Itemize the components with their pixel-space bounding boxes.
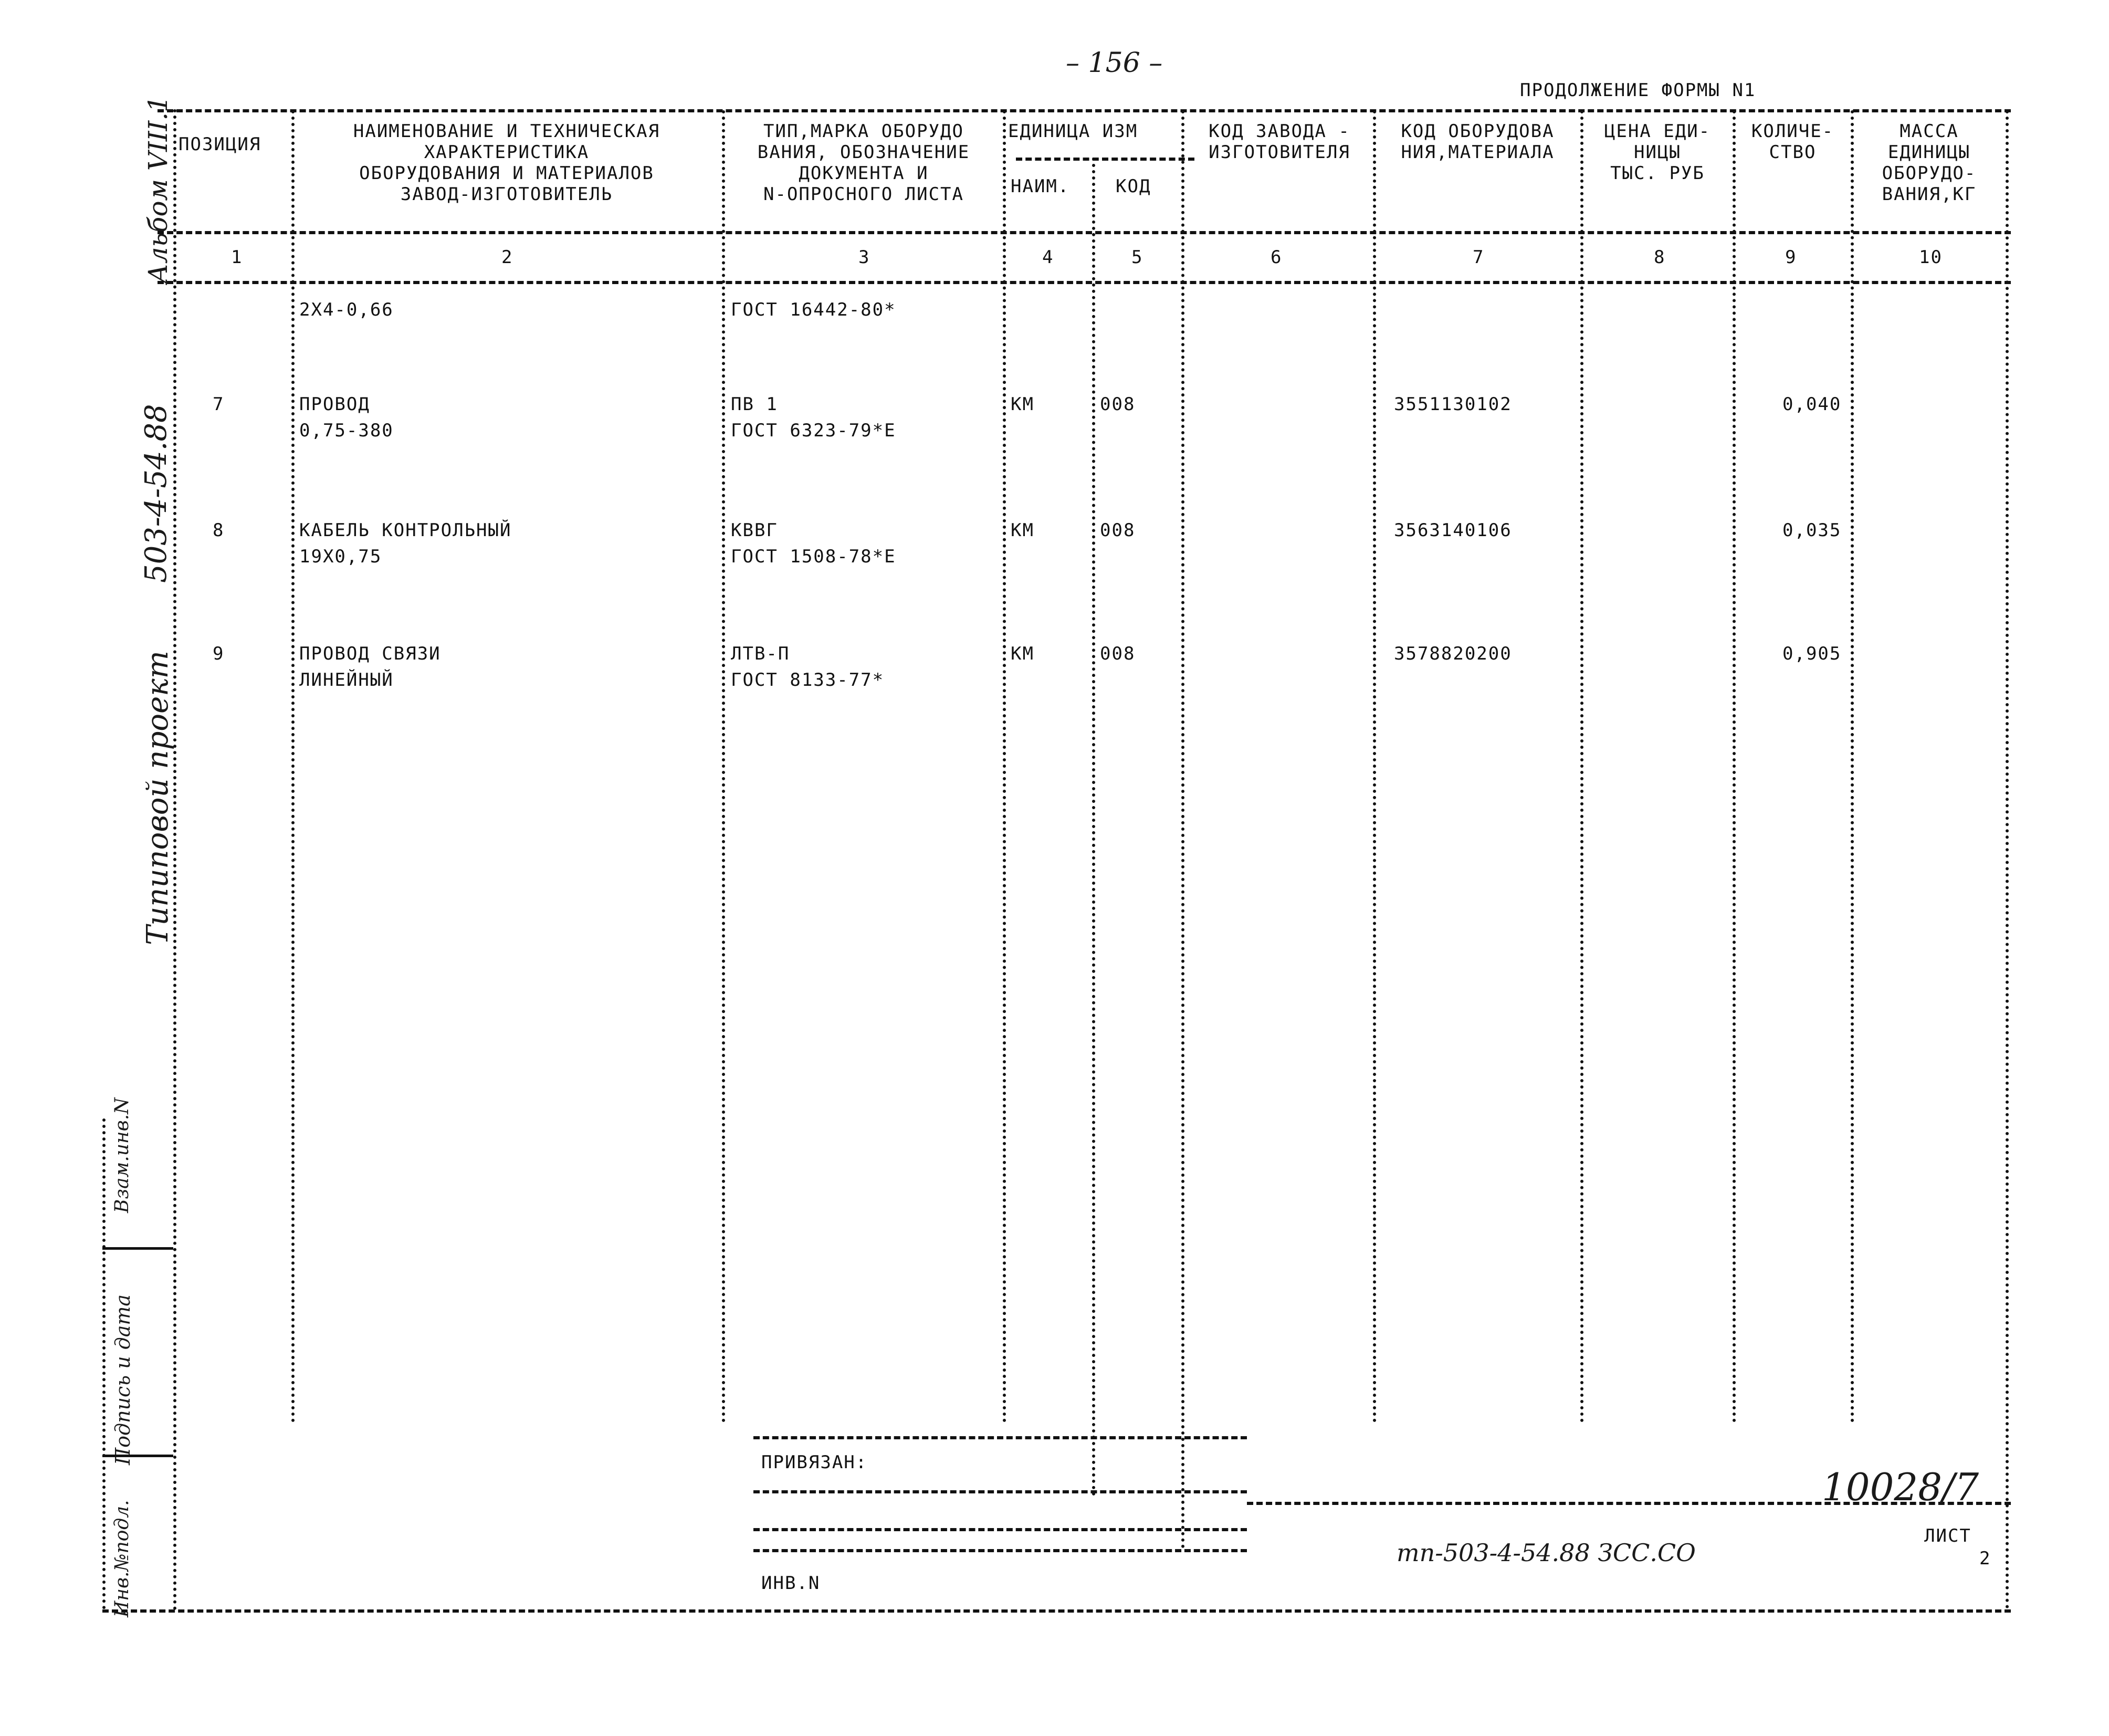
stamp-inv: Инв.№подл. [111,1500,133,1617]
cell-name: ПРОВОД СВЯЗИ [299,643,441,664]
stamp-line-3 [753,1528,1247,1531]
group-header-underline [1016,158,1194,161]
stamp-line-4 [753,1549,1247,1552]
cell-name: 0,75-380 [299,420,394,441]
col-sep-3 [1003,110,1006,1423]
header-text: ВАНИЯ,КГ [1882,184,1977,205]
header-factory-code [1188,121,1371,163]
cell-type: ЛТВ-П [731,643,790,664]
document-code: тп-503-4-54.88 ЗСС.СО [1397,1539,1696,1567]
col-sep-4 [1092,158,1095,1497]
header-name [297,121,717,205]
header-text: ВАНИЯ, ОБОЗНАЧЕНИЕ [757,142,970,163]
header-text: N-ОПРОСНОГО ЛИСТА [763,184,964,205]
cell-equipment-code: 3551130102 [1394,394,1512,415]
continuation-title: ПРОДОЛЖЕНИЕ ФОРМЫ N1 [1520,80,1756,101]
cell-position: 8 [213,520,225,541]
header-text: ИЗГОТОВИТЕЛЯ [1209,142,1350,163]
cell-equipment-code: 3563140106 [1394,520,1512,541]
sheet-label: ЛИСТ [1924,1525,1971,1546]
stamp-vzam: Взам.инв.N [111,1097,133,1213]
cell-unit-code: 008 [1100,520,1136,541]
cell-type: ГОСТ 1508-78*Е [731,546,896,567]
cell-type: ГОСТ 6323-79*Е [731,420,896,441]
header-text: ТИП,МАРКА ОБОРУДО [763,121,964,142]
cell-unit: КМ [1011,643,1034,664]
column-number: 10 [1919,247,1943,268]
sheet-number: 2 [1979,1548,1991,1569]
cell-type: КВВГ [731,520,778,541]
stamp-privyazan: ПРИВЯЗАН: [761,1452,868,1473]
header-text: ПОЗИЦИЯ [179,134,261,155]
cell-unit: КМ [1011,520,1034,541]
header-text: ЗАВОД-ИЗГОТОВИТЕЛЬ [400,184,613,205]
column-number: 6 [1271,247,1283,268]
header-text: ДОКУМЕНТА И [799,163,929,184]
cell-name: 19X0,75 [299,546,382,567]
header-position [179,134,261,155]
column-number: 2 [501,247,513,268]
header-text: НИЦЫ [1634,142,1681,163]
cell-quantity: 0,905 [1782,643,1842,664]
header-text: ХАРАКТЕРИСТИКА [424,142,590,163]
handwritten-number: 10028/7 [1822,1465,1979,1509]
cell-position: 7 [213,394,225,415]
header-quantity [1736,121,1849,163]
header-unit-group: ЕДИНИЦА ИЗМ [1008,121,1138,142]
cell-name: ПРОВОД [299,394,370,415]
header-text: КОД ОБОРУДОВА [1401,121,1555,142]
table-bottom-border [102,1609,2011,1613]
column-number: 5 [1131,247,1143,268]
cell-type: ПВ 1 [731,394,778,415]
header-equipment-code [1377,121,1579,163]
header-text: КОЛИЧЕ- [1751,121,1834,142]
col-sep-2 [722,110,725,1423]
col-sep-1 [291,110,295,1423]
header-text: СТВО [1769,142,1817,163]
cell-name: ЛИНЕЙНЫЙ [299,670,394,691]
col-sep-5 [1181,110,1184,1549]
cell-quantity: 0,040 [1782,394,1842,415]
cell-name: 2X4-0,66 [299,299,394,320]
col-sep-6 [1373,110,1376,1423]
column-number: 3 [858,247,870,268]
header-price [1584,121,1731,184]
project-code: 503-4-54.88 [139,404,173,583]
cell-unit-code: 008 [1100,394,1136,415]
album-label: Альбом VIII.1 [143,96,173,284]
margin-frame-line [173,109,176,1611]
stamp-divider-2 [102,1455,173,1457]
header-text: ОБОРУДОВАНИЯ И МАТЕРИАЛОВ [359,163,654,184]
column-number: 1 [231,247,243,268]
column-number: 8 [1654,247,1666,268]
cell-unit: КМ [1011,394,1034,415]
column-number: 4 [1042,247,1054,268]
cell-type: ГОСТ 16442-80* [731,299,896,320]
header-type [727,121,1000,205]
stamp-top-border [753,1436,1247,1439]
cell-unit-code: 008 [1100,643,1136,664]
header-text: ОБОРУДО- [1882,163,1977,184]
project-label: Типиповой проект [141,651,175,945]
header-unit-name: НАИМ. [1011,176,1070,197]
header-mass [1854,121,2004,205]
stamp-divider-1 [102,1247,173,1250]
cell-quantity: 0,035 [1782,520,1842,541]
table-right-border [2006,110,2009,1609]
header-text: НАИМЕНОВАНИЕ И ТЕХНИЧЕСКАЯ [353,121,660,142]
page-number: – 156 – [1066,47,1163,79]
column-number: 7 [1473,247,1485,268]
stamp-podpis: Подпись и дата [111,1294,134,1465]
stamp-inv: ИНВ.N [761,1573,821,1594]
header-text: ЦЕНА ЕДИ- [1604,121,1711,142]
column-number: 9 [1785,247,1797,268]
header-text: ЕДИНИЦЫ [1887,142,1971,163]
cell-equipment-code: 3578820200 [1394,643,1512,664]
col-sep-9 [1851,110,1854,1423]
header-text: МАССА [1900,121,1959,142]
cell-position: 9 [213,643,225,664]
header-text: НИЯ,МАТЕРИАЛА [1401,142,1555,163]
stamp-line-1 [753,1490,1247,1493]
header-unit-code: КОД [1116,176,1151,197]
stamp-frame-line [102,1118,106,1609]
header-text: КОД ЗАВОДА - [1209,121,1350,142]
col-sep-8 [1733,110,1736,1423]
cell-type: ГОСТ 8133-77* [731,670,885,691]
header-text: ТЫС. РУБ [1610,163,1705,184]
cell-name: КАБЕЛЬ КОНТРОЛЬНЫЙ [299,520,512,541]
col-sep-7 [1580,110,1583,1423]
